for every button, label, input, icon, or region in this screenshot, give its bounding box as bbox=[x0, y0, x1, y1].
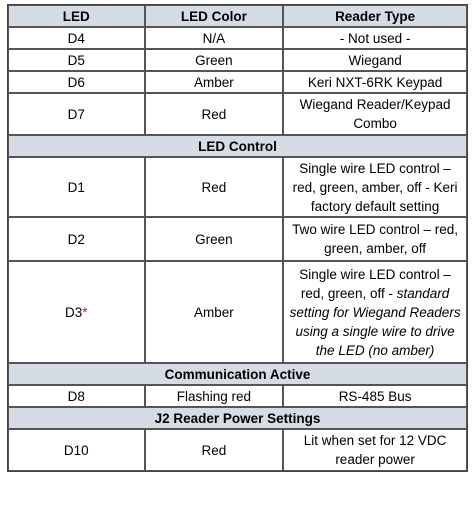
section-header-row bbox=[8, 407, 467, 429]
color-cell: N/A bbox=[145, 27, 284, 49]
led-cell: D8 bbox=[8, 385, 145, 407]
desc-cell: Two wire LED control – red, green, amber, off bbox=[283, 217, 467, 261]
desc-cell: RS-485 Bus bbox=[283, 385, 467, 407]
color-cell: Red bbox=[145, 93, 284, 135]
table-row bbox=[8, 27, 467, 49]
desc-cell: Lit when set for 12 VDC reader power bbox=[283, 429, 467, 471]
type-cell: - Not used - bbox=[283, 27, 467, 49]
asterisk-mark: * bbox=[82, 304, 88, 320]
color-cell: Red bbox=[145, 157, 284, 217]
led-cell: D1 bbox=[8, 157, 145, 217]
led-cell: D10 bbox=[8, 429, 145, 471]
led-cell: D2 bbox=[8, 217, 145, 261]
color-cell: Flashing red bbox=[145, 385, 284, 407]
type-cell: Wiegand Reader/Keypad Combo bbox=[283, 93, 467, 135]
section-header-row bbox=[8, 135, 467, 157]
header-led: LED bbox=[8, 5, 145, 27]
led-cell: D6 bbox=[8, 71, 145, 93]
table-row bbox=[8, 261, 467, 363]
section-title-communication: Communication Active bbox=[8, 363, 467, 385]
table-row bbox=[8, 157, 467, 217]
section-title-power: J2 Reader Power Settings bbox=[8, 407, 467, 429]
section-header-row bbox=[8, 363, 467, 385]
color-cell: Amber bbox=[145, 71, 284, 93]
desc-plain-text: Single wire LED control – red, green, off - bbox=[299, 266, 451, 301]
led-cell: D4 bbox=[8, 27, 145, 49]
desc-cell: Single wire LED control – red, green, amber, off - Keri factory default setting bbox=[283, 157, 467, 217]
color-cell: Red bbox=[145, 429, 284, 471]
type-cell: Keri NXT-6RK Keypad bbox=[283, 71, 467, 93]
color-cell: Amber bbox=[145, 261, 284, 363]
table-row bbox=[8, 49, 467, 71]
led-cell bbox=[8, 261, 145, 363]
table-row bbox=[8, 385, 467, 407]
led-settings-table bbox=[7, 4, 468, 472]
type-cell: Wiegand bbox=[283, 49, 467, 71]
table-row bbox=[8, 217, 467, 261]
table-row bbox=[8, 71, 467, 93]
table-row bbox=[8, 429, 467, 471]
table-header-row bbox=[8, 5, 467, 27]
color-cell: Green bbox=[145, 49, 284, 71]
header-led-color: LED Color bbox=[145, 5, 284, 27]
header-reader-type: Reader Type bbox=[283, 5, 467, 27]
led-cell: D7 bbox=[8, 93, 145, 135]
desc-cell bbox=[283, 261, 467, 363]
section-title-led-control: LED Control bbox=[8, 135, 467, 157]
table-row bbox=[8, 93, 467, 135]
desc-italic-text: standard setting for Wiegand Readers using a single wire to drive the LED (no amber) bbox=[289, 285, 461, 358]
led-label: D3 bbox=[65, 304, 83, 320]
led-cell: D5 bbox=[8, 49, 145, 71]
color-cell: Green bbox=[145, 217, 284, 261]
led-settings-table-wrapper bbox=[7, 4, 468, 472]
